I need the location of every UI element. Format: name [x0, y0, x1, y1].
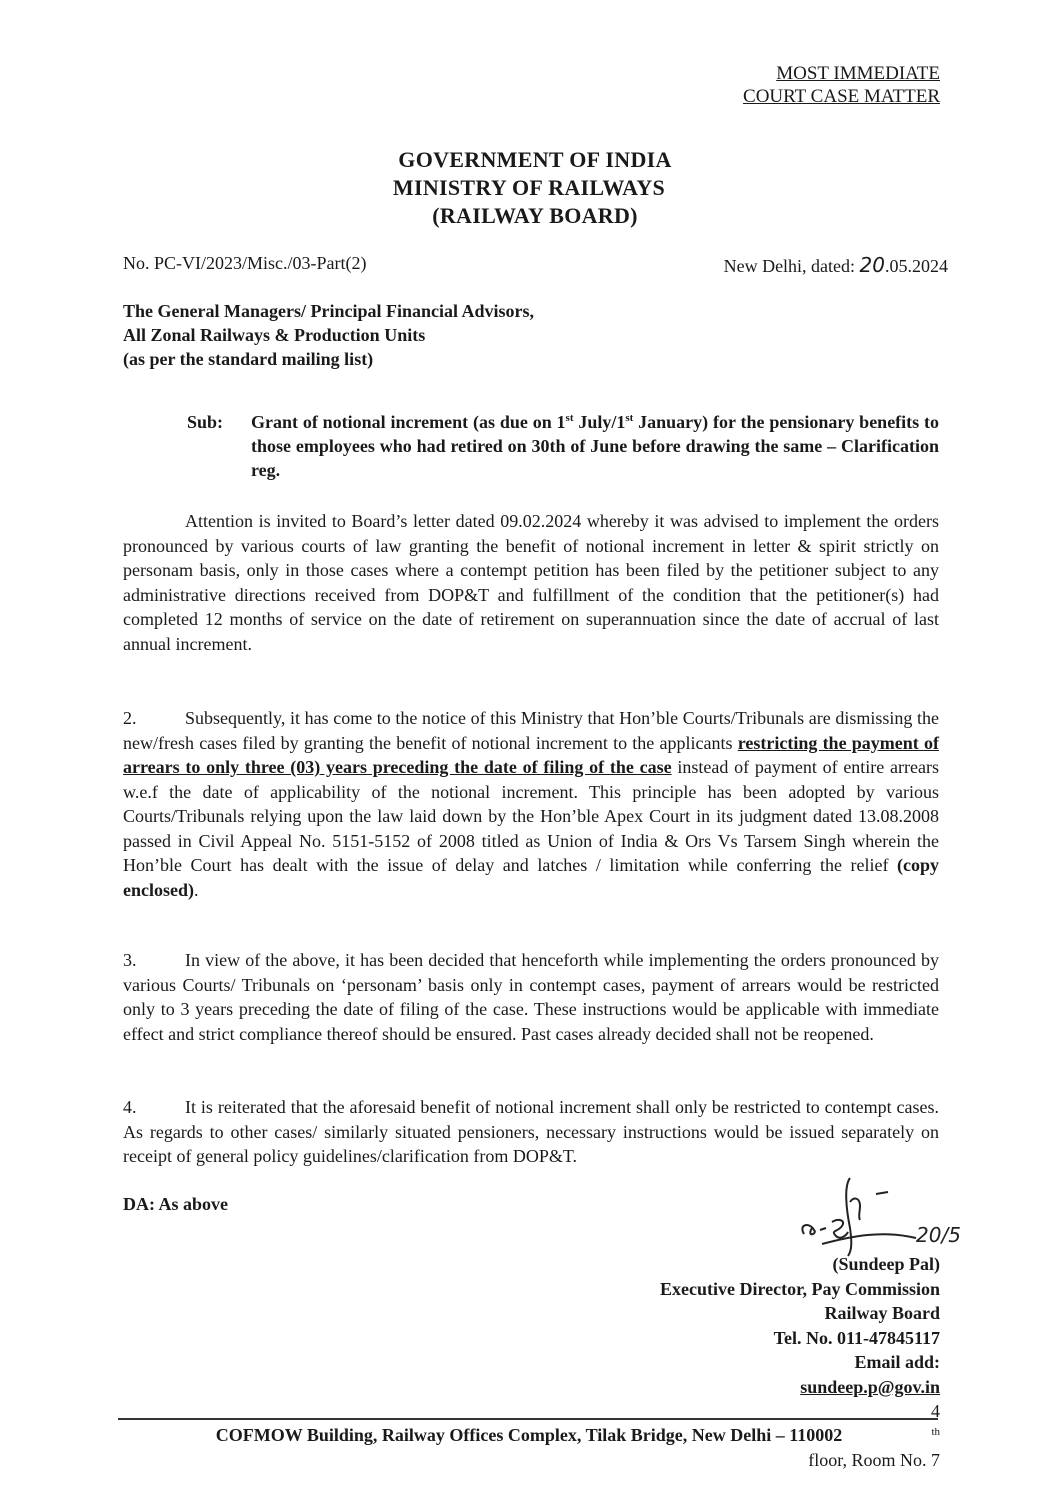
subject-superscript: st	[625, 412, 634, 424]
paragraph-end: .	[194, 879, 199, 900]
paragraph-number: 4.	[123, 1097, 137, 1117]
paragraph-text: In view of the above, it has been decided that henceforth while implementing the orders pronounced by various Courts/ Tribunals on ‘personam’ basis only in contempt cases, payment of arrears would be restricted only to 3 years preceding the date of filing of the case. These instructions would be applicable with immediate effect and strict compliance thereof should be ensured. Past cases already decided shall not be reopened.	[123, 950, 939, 1044]
signatory-office: Railway Board	[824, 1303, 940, 1323]
subject-text-part: July/1	[573, 412, 626, 432]
signatory-designation: Executive Director, Pay Commission	[660, 1278, 940, 1299]
letterhead-ministry: MINISTRY OF RAILWAYS	[392, 175, 666, 200]
footer-divider	[118, 1418, 938, 1420]
paragraph-text: instead of payment of entire arrears w.e.f the date of applicability of the notional increment. This principle has been adopted by various Courts/Tribunals relying upon the law laid down by the Hon’ble Apex Court in its judgment dated 13.08.2008 passed in Civil Appeal No. 5151-5152 of 2008 titled as Union of India & Ors Vs Tarsem Singh wherein the Hon’ble Court has dealt with the issue of delay and latches / limitation while conferring the relief	[123, 757, 939, 875]
addressee-line-3: (as per the standard mailing list)	[123, 349, 374, 369]
paragraph-number: 2.	[123, 708, 137, 728]
floor-room-text: floor, Room No. 7	[808, 1450, 940, 1470]
email-label: Email add:	[854, 1352, 940, 1372]
subject-line	[187, 410, 939, 482]
paragraph-1: Attention is invited to Board’s letter dated 09.02.2024 whereby it was advised to implement the orders pronounced by various courts of law granting the benefit of notional increment in letter & spirit strictly on personam basis, only in those cases where a contempt petition has been filed by the petitioner subject to any administrative directions received from DOP&T and fulfillment of the condition that the petitioner(s) had completed 12 months of service on the date of retirement on superannuation since the date of accrual of last annual increment.	[123, 511, 939, 654]
signature-date: 20/5	[916, 1223, 961, 1247]
priority-court-case: COURT CASE MATTER	[743, 86, 940, 107]
floor-superscript: th	[931, 1425, 940, 1438]
date-prefix: New Delhi, dated:	[723, 256, 860, 276]
paragraph-text: Subsequently, it has come to the notice of this Ministry that Hon’ble Courts/Tribunals are dismissing the new/fresh cases filed by granting the benefit of notional increment to the applicants	[123, 708, 939, 753]
addressee-line-1: The General Managers/ Principal Financial Advisors,	[123, 301, 534, 321]
priority-marking	[743, 62, 940, 108]
signatory-telephone: Tel. No. 011-47845117	[773, 1327, 940, 1348]
signature-stroke	[876, 1192, 888, 1194]
subject-label: Sub:	[187, 412, 224, 432]
paragraph-4	[123, 1095, 939, 1169]
date-rest: .05.2024	[885, 256, 948, 276]
email-link[interactable]: sundeep.p@gov.in	[800, 1376, 940, 1397]
footer-address: COFMOW Building, Railway Offices Complex, Tilak Bridge, New Delhi – 110002	[215, 1425, 843, 1445]
copy-enclosed-note: (copy enclosed)	[123, 855, 939, 900]
addressee-line-2: All Zonal Railways & Production Units	[123, 325, 426, 345]
paragraph-text: It is reiterated that the aforesaid benefit of notional increment shall only be restricted to contempt cases. As regards to other cases/ similarly situated pensioners, necessary instructions would be issued separately on receipt of general policy guidelines/clarification from DOP&T.	[123, 1097, 939, 1166]
reference-number: No. PC-VI/2023/Misc./03-Part(2)	[123, 253, 367, 273]
subject-text	[251, 410, 939, 482]
handwritten-signature	[792, 1172, 972, 1262]
letterhead-board: (RAILWAY BOARD)	[432, 203, 638, 228]
date-day-handwritten: 20	[859, 253, 885, 277]
signatory-email-line	[660, 1350, 940, 1399]
addressee-block	[123, 299, 534, 371]
signature-stroke	[802, 1220, 848, 1238]
priority-most-immediate: MOST IMMEDIATE	[776, 63, 940, 84]
floor-number: 4	[931, 1401, 940, 1421]
letterhead	[0, 146, 1058, 230]
subject-superscript: st	[565, 412, 574, 424]
signatory-name: (Sundeep Pal)	[832, 1254, 940, 1274]
paragraph-number: 3.	[123, 950, 137, 970]
paragraph-2	[123, 706, 939, 902]
paragraph-emphasis: restricting the payment of arrears to only three (03) years preceding the date of filing of the case	[123, 732, 939, 777]
paragraph-3	[123, 948, 939, 1046]
letter-date	[724, 253, 948, 277]
signature-stroke	[846, 1178, 860, 1256]
enclosure-note: DA: As above	[123, 1194, 229, 1214]
letterhead-government: GOVERNMENT OF INDIA	[398, 147, 672, 172]
subject-text-part: Grant of notional increment (as due on 1	[251, 412, 566, 432]
subject-text-part: January) for the pensionary benefits to those employees who had retired on 30th of June before drawing the same – Clarification reg.	[251, 412, 940, 480]
